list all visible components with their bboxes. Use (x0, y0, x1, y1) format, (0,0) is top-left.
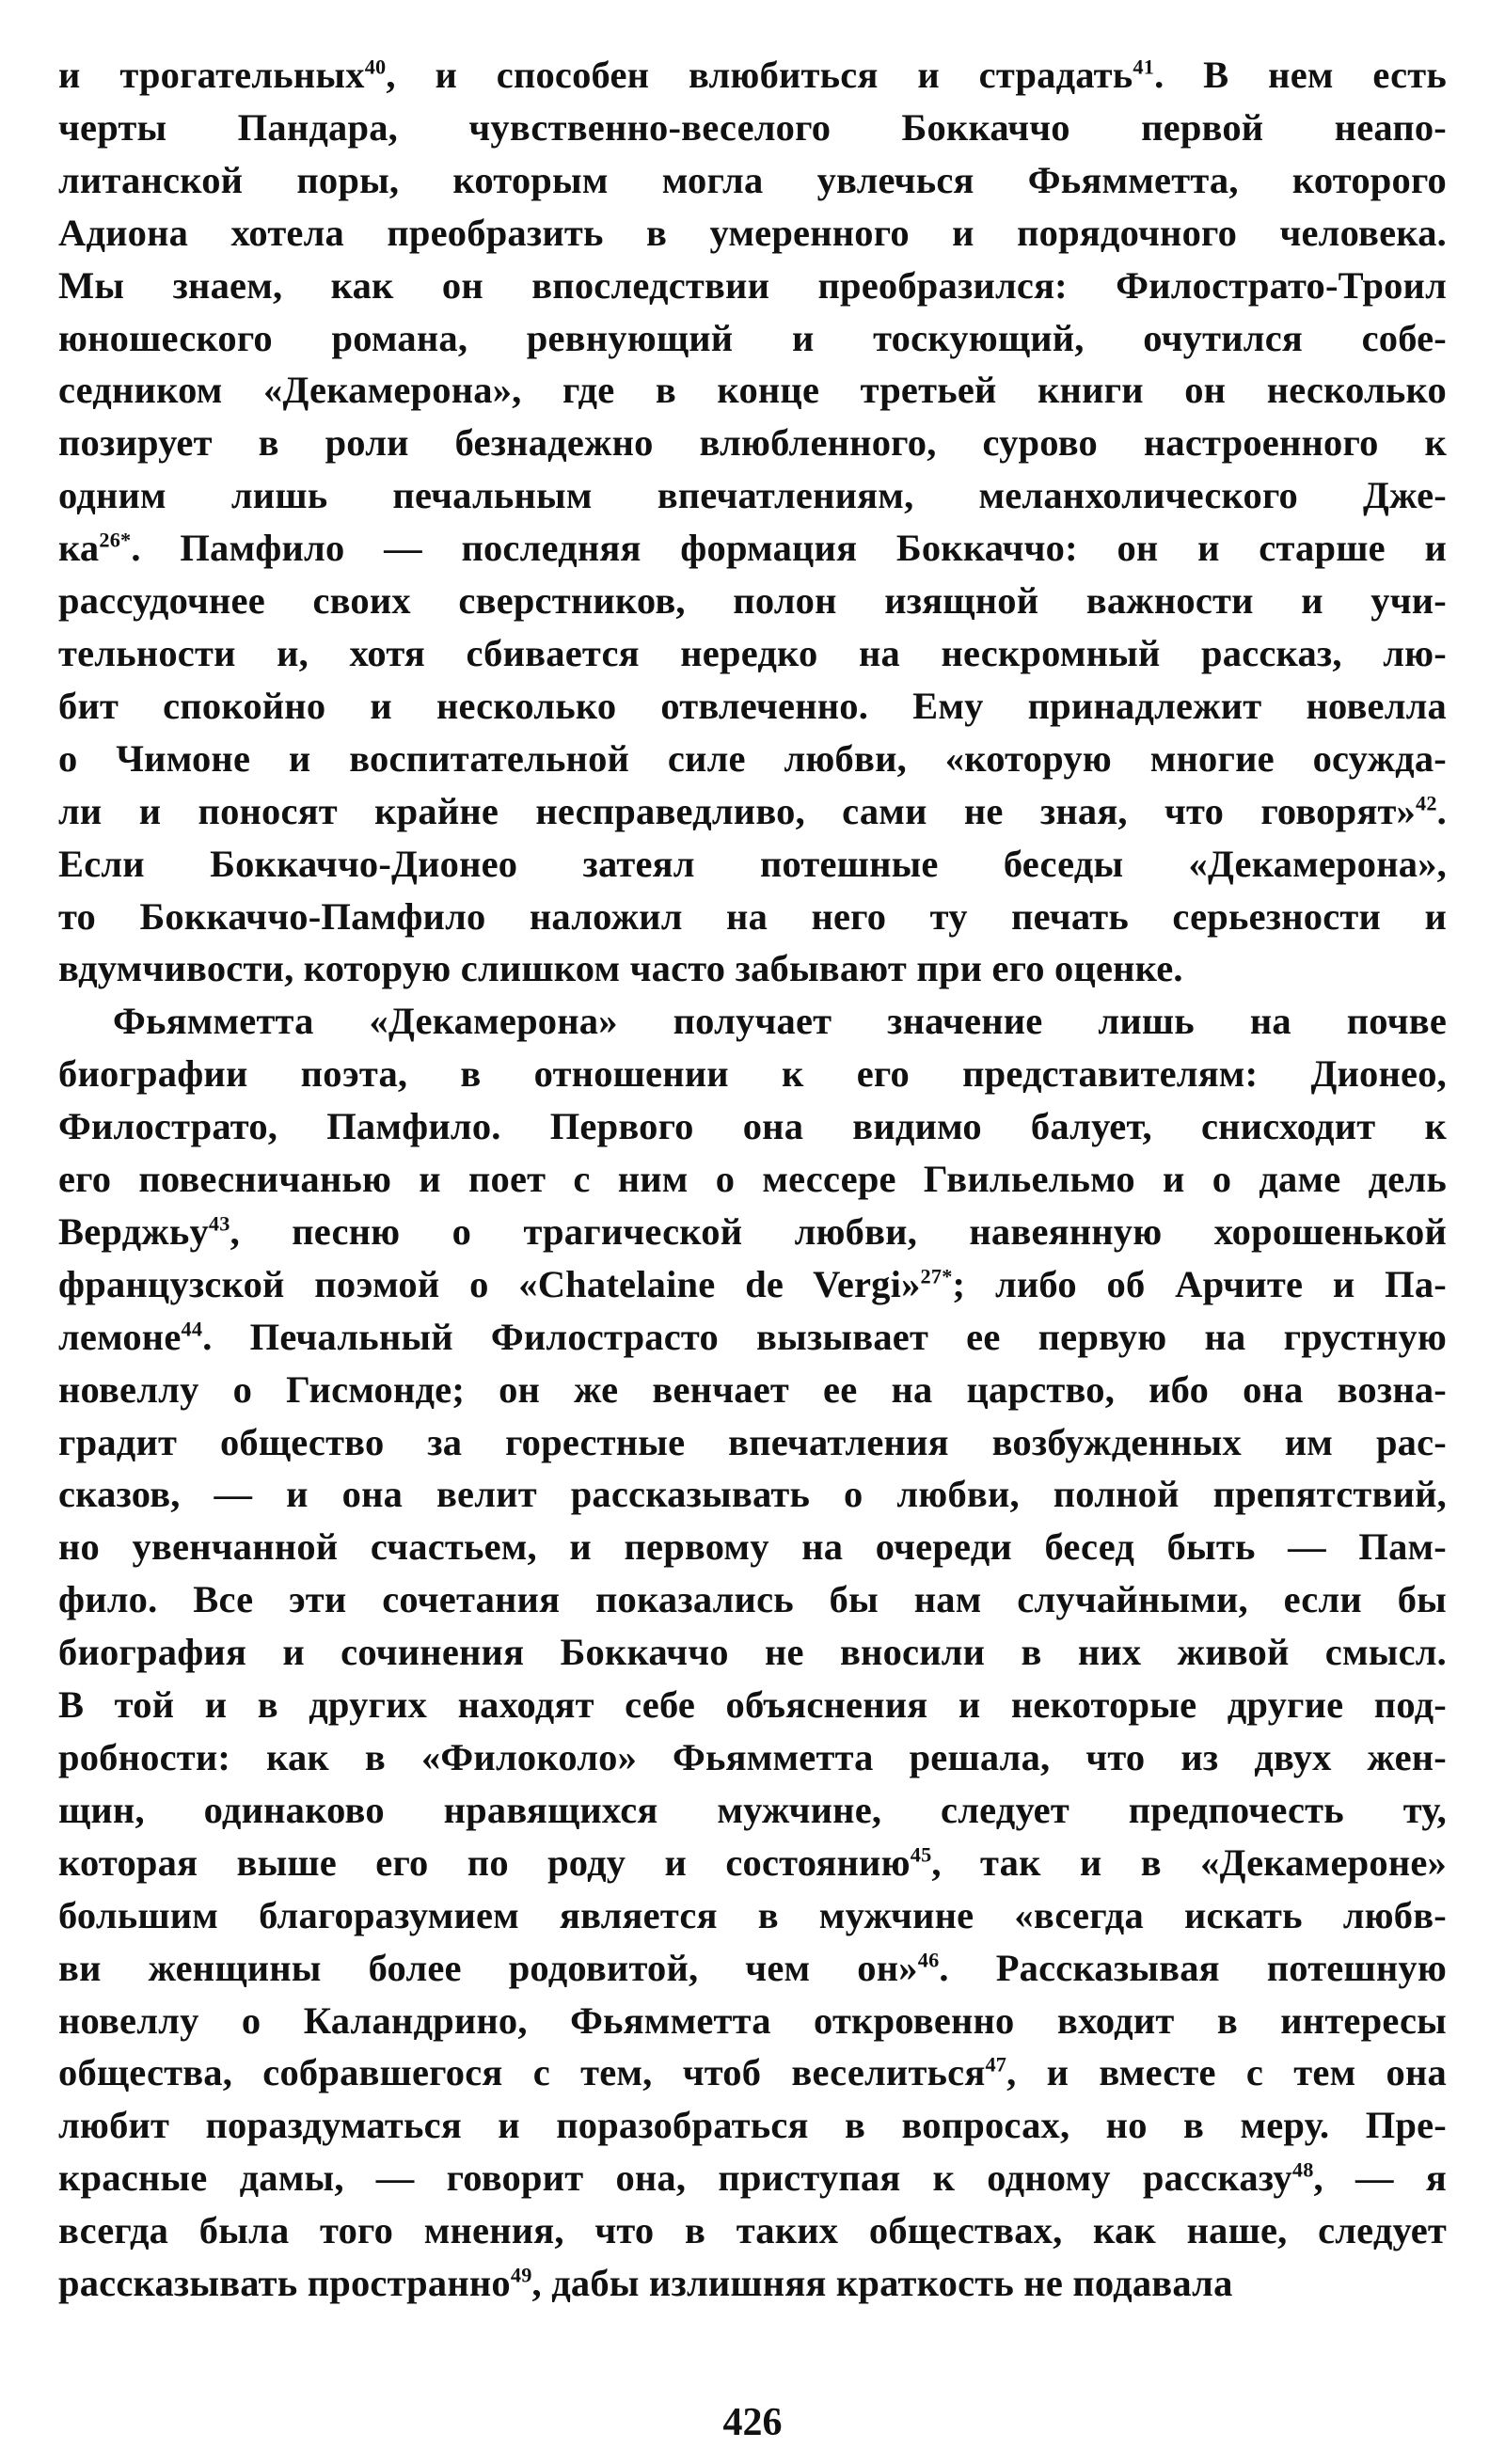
text-line (58, 1100, 1447, 1153)
text-segment: , — я (1313, 2156, 1447, 2200)
text-line (58, 1521, 1447, 1573)
text-segment: Филострато, Памфило. Первого она видимо балует, снисходит к (58, 1105, 1447, 1148)
text-line (58, 1837, 1447, 1889)
text-segment: . Рассказывая потешную (939, 1946, 1447, 1989)
text-segment: биография и сочинения Боккаччо не вносили в них живой смысл. (58, 1631, 1447, 1674)
text-segment: . В нем есть (1154, 54, 1447, 96)
text-segment: щин, одинаково нравящихся мужчине, следует предпочесть ту, (58, 1788, 1447, 1831)
text-segment: биографии поэта, в отношении к его представителям: Дионео, (58, 1052, 1447, 1096)
text-segment: общества, собравшегося с тем, чтоб веселиться (58, 2051, 986, 2094)
text-segment: фило. Все эти сочетания показались бы нам случайными, если бы (58, 1578, 1447, 1621)
text-segment: Верджьу (58, 1209, 209, 1253)
text-line (58, 680, 1447, 733)
text-segment: французской поэмой о «Chatelaine de Vergi» (58, 1262, 921, 1305)
footnote-marker: 41 (1133, 55, 1155, 79)
text-segment: робности: как в «Филоколо» Фьямметта решала, что из двух жен- (58, 1736, 1447, 1778)
text-line (58, 1626, 1447, 1679)
text-line (58, 102, 1447, 154)
text-segment: всегда была того мнения, что в таких обществах, как наше, следует (58, 2209, 1447, 2252)
text-line (58, 995, 1447, 1048)
text-segment: ка (58, 527, 100, 570)
text-line (58, 1416, 1447, 1469)
text-segment: Фьямметта «Декамерона» получает значение лишь на почве (113, 1000, 1447, 1043)
text-segment: Если Боккаччо-Дионео затеял потешные беседы «Декамерона», (58, 842, 1447, 885)
text-line (58, 942, 1447, 995)
text-segment: любит пораздуматься и поразобраться в вопросах, но в меру. Пре- (58, 2104, 1447, 2147)
text-segment: его повесничанью и поет с ним о мессере Гвильельмо и о даме дель (58, 1158, 1447, 1201)
text-line (58, 1364, 1447, 1416)
text-segment: ви женщины более родовитой, чем он» (58, 1946, 918, 1989)
text-segment: новеллу о Гисмонде; он же венчает ее на царство, ибо она возна- (58, 1367, 1447, 1411)
footnote-marker: 47 (985, 2052, 1007, 2077)
text-line (58, 312, 1447, 365)
text-line (58, 1258, 1447, 1311)
text-segment: сказов, — и она велит рассказывать о любви, полной препятствий, (58, 1473, 1447, 1516)
footnote-marker: 45 (910, 1842, 932, 1867)
text-line (58, 1679, 1447, 1731)
text-line (58, 575, 1447, 627)
text-segment: новеллу о Каландрино, Фьямметта откровенно входит в интересы (58, 1998, 1447, 2042)
text-segment: юношеского романа, ревнующий и тоскующий, очутился собе- (58, 316, 1447, 359)
text-segment: рассказывать пространно (58, 2262, 511, 2305)
text-line (58, 154, 1447, 207)
text-line (58, 1995, 1447, 2047)
text-segment: о Чимоне и воспитательной силе любви, «которую многие осужда- (58, 736, 1447, 780)
text-line (58, 49, 1447, 102)
footnote-marker: 40 (364, 55, 387, 79)
text-segment: Адиона хотела преобразить в умеренного и порядочного человека. (58, 211, 1447, 254)
text-segment: , песню о трагической любви, навеянную хорошенькой (230, 1209, 1447, 1253)
text-segment: тельности и, хотя сбивается нередко на нескромный рассказ, лю- (58, 631, 1447, 674)
text-line (58, 522, 1447, 575)
footnote-marker: 44 (181, 1317, 203, 1341)
text-line (58, 2046, 1447, 2099)
text-segment: седником «Декамерона», где в конце третьей книги он несколько (58, 369, 1447, 412)
body-text (58, 49, 1447, 2310)
text-segment: одним лишь печальным впечатлениям, меланхолического Дже- (58, 474, 1447, 517)
text-segment: которая выше его по роду и состоянию (58, 1840, 911, 1884)
text-line (58, 1573, 1447, 1626)
text-segment: . Памфило — последняя формация Боккаччо: он и старше и (131, 527, 1447, 570)
footnote-marker: 42 (1416, 791, 1437, 815)
text-line (58, 838, 1447, 891)
text-line (58, 1784, 1447, 1837)
text-line (58, 260, 1447, 312)
text-segment: , и вместе с тем она (1006, 2051, 1447, 2094)
text-line (58, 2204, 1447, 2257)
text-line (58, 1731, 1447, 1784)
text-line (58, 364, 1447, 417)
text-line (58, 207, 1447, 260)
footnote-marker: 48 (1291, 2157, 1314, 2182)
text-line (58, 1048, 1447, 1100)
text-line (58, 627, 1447, 680)
text-segment: большим благоразумием является в мужчине «всегда искать любв- (58, 1893, 1447, 1936)
text-segment: но увенчанной счастьем, и первому на очереди бесед быть — Пам- (58, 1525, 1447, 1569)
footnote-marker: 27* (920, 1264, 953, 1288)
text-segment: . (1436, 789, 1447, 832)
footnote-marker: 43 (208, 1211, 230, 1236)
footnote-marker: 26* (99, 528, 132, 552)
text-line (58, 1206, 1447, 1258)
text-segment: черты Пандара, чувственно-веселого Боккаччо первой неапо- (58, 105, 1447, 149)
text-line (58, 417, 1447, 469)
text-line (58, 2152, 1447, 2204)
text-line (58, 1942, 1447, 1995)
text-line (58, 785, 1447, 838)
text-segment: , и способен влюбиться и страдать (386, 54, 1133, 96)
text-segment: , дабы излишняя краткость не подавала (531, 2262, 1233, 2305)
text-line (58, 891, 1447, 943)
text-segment: В той и в других находят себе объяснения и некоторые другие под- (58, 1683, 1447, 1727)
text-segment: Мы знаем, как он впоследствии преобразился: Филострато-Троил (58, 263, 1447, 307)
text-segment: и трогательных (58, 54, 365, 96)
text-line (58, 1153, 1447, 1206)
text-segment: ; либо об Арчите и Па- (952, 1262, 1447, 1305)
text-line (58, 2099, 1447, 2152)
text-segment: то Боккаччо-Памфило наложил на него ту печать серьезности и (58, 894, 1447, 938)
text-segment: вдумчивости, которую слишком часто забывают при его оценке. (58, 947, 1183, 990)
text-line (58, 469, 1447, 522)
text-segment: рассудочнее своих сверстников, полон изящной важности и учи- (58, 579, 1447, 623)
text-line (58, 733, 1447, 785)
text-line (58, 1889, 1447, 1942)
text-segment: позирует в роли безнадежно влюбленного, сурово настроенного к (58, 421, 1447, 465)
footnote-marker: 49 (510, 2263, 532, 2287)
text-segment: , так и в «Декамероне» (931, 1840, 1447, 1884)
text-segment: лемоне (58, 1315, 182, 1358)
footnote-marker: 46 (917, 1948, 940, 1972)
text-segment: литанской поры, которым могла увлечься Фьямметта, которого (58, 158, 1447, 201)
text-segment: ли и поносят крайне несправедливо, сами не зная, что говорят» (58, 789, 1416, 832)
text-line (58, 1468, 1447, 1521)
text-segment: градит общество за горестные впечатления возбужденных им рас- (58, 1420, 1447, 1463)
text-segment: бит спокойно и несколько отвлеченно. Ему принадлежит новелла (58, 684, 1447, 727)
text-segment: красные дамы, — говорит она, приступая к одному рассказу (58, 2156, 1292, 2200)
text-line (58, 2257, 1447, 2310)
page-number: 426 (722, 2401, 783, 2444)
text-line (58, 1311, 1447, 1364)
text-segment: . Печальный Филострасто вызывает ее первую на грустную (202, 1315, 1447, 1358)
